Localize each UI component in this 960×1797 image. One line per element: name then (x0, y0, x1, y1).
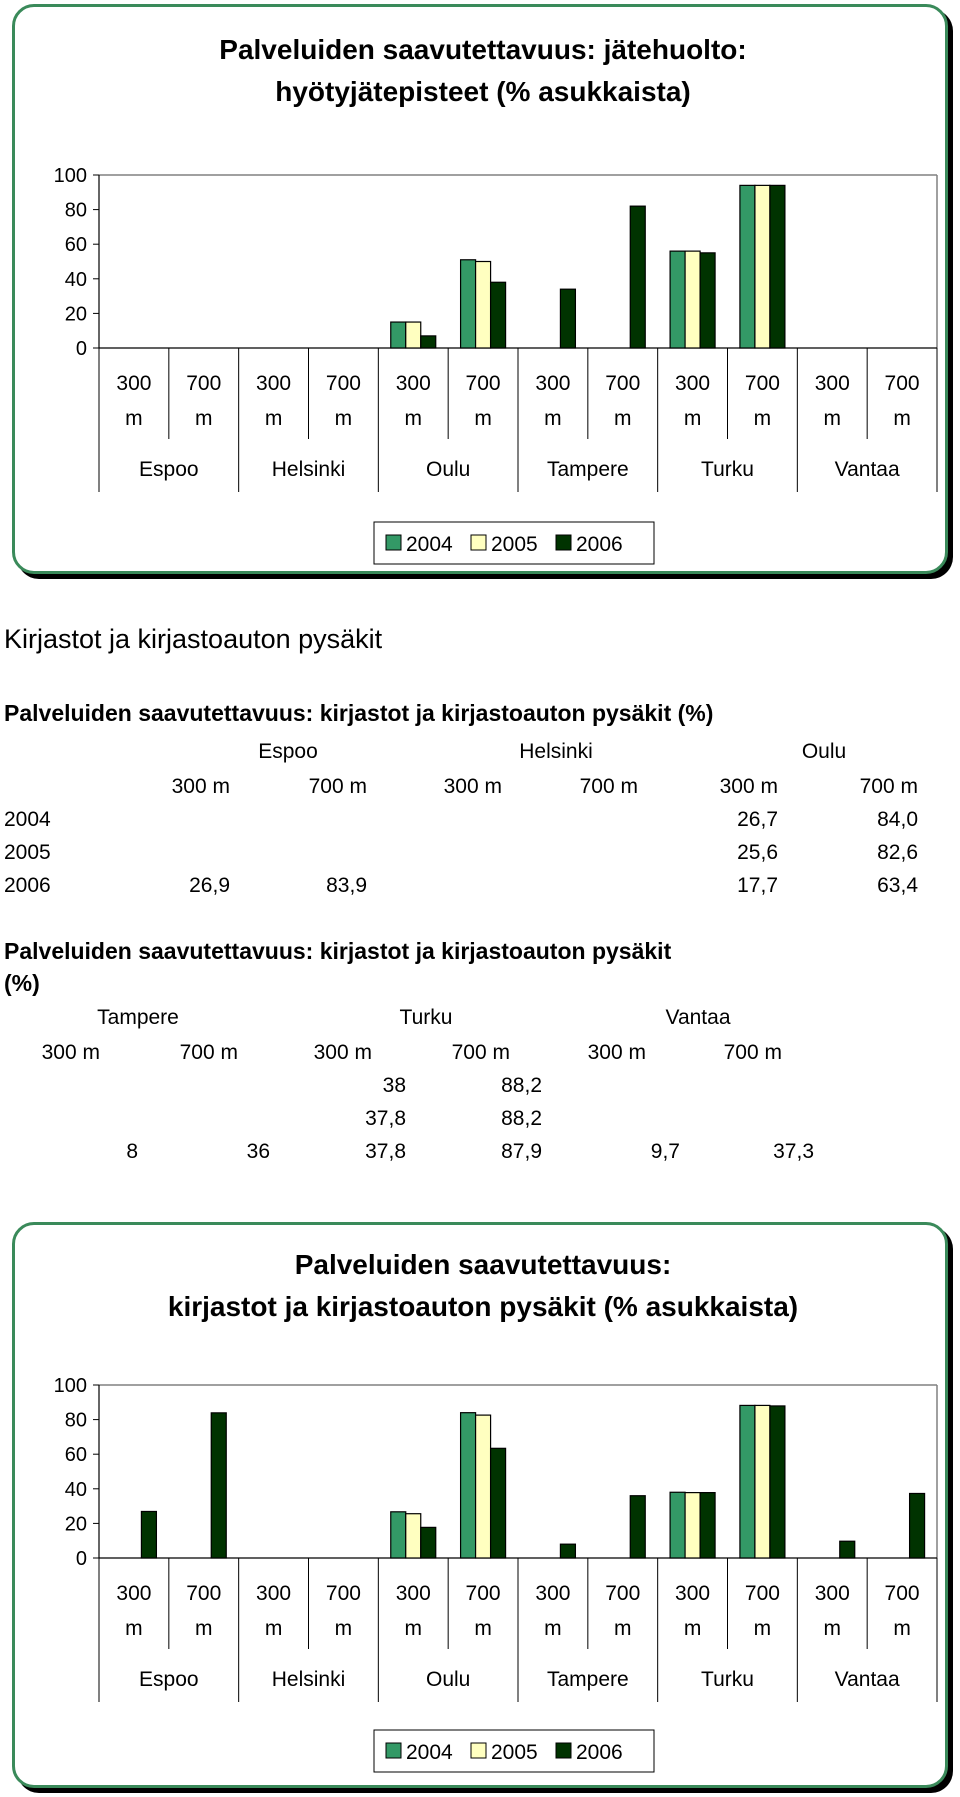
table1-year: 2004 (4, 808, 51, 831)
table2-group-header: Tampere (97, 1006, 179, 1029)
table1-cell: 84,0 (877, 808, 918, 831)
bar-2006 (770, 185, 785, 348)
chart-panel-libraries (12, 1222, 948, 1788)
legend-swatch-2006 (556, 535, 571, 550)
distance-label-unit: m (404, 407, 422, 430)
bar-2006 (421, 1527, 436, 1558)
y-tick-label: 20 (64, 303, 87, 326)
table1-subheader: 700 m (308, 775, 367, 798)
legend-label: 2006 (576, 533, 623, 556)
y-tick-label: 100 (53, 1375, 87, 1397)
group-label: Espoo (139, 1668, 199, 1691)
chart-title-line: kirjastot ja kirjastoauton pysäkit (% asukkaista) (167, 1291, 799, 1322)
bar-2006 (560, 289, 575, 348)
table1-title: Palveluiden saavutettavuus: kirjastot ja kirjastoauton pysäkit (%) (4, 700, 714, 726)
y-tick-label: 20 (64, 1513, 87, 1536)
distance-label-value: 700 (186, 372, 222, 395)
table2-subheader: 700 m (451, 1041, 510, 1064)
y-tick-label: 80 (64, 199, 87, 222)
bar-2006 (770, 1406, 785, 1558)
y-tick-label: 60 (64, 1444, 87, 1467)
chart-waste-points (15, 7, 951, 577)
distance-label-unit: m (264, 1617, 283, 1640)
distance-label-unit: m (753, 407, 772, 430)
table2-subheader: 300 m (587, 1041, 646, 1064)
distance-label-value: 300 (116, 1582, 152, 1605)
distance-label-value: 300 (675, 1582, 711, 1605)
bar-2004 (740, 185, 755, 348)
table2-cell: 37,3 (773, 1140, 814, 1163)
distance-label-value: 700 (465, 1582, 501, 1605)
table2-cell: 88,2 (501, 1107, 542, 1130)
distance-label-value: 700 (325, 372, 361, 395)
bar-2004 (461, 1413, 476, 1558)
bar-2004 (461, 260, 476, 348)
legend-label: 2004 (406, 1741, 453, 1764)
distance-label-unit: m (264, 407, 283, 430)
distance-label-unit: m (334, 1617, 353, 1640)
table1-year: 2005 (4, 841, 51, 864)
bar-2005 (406, 1514, 421, 1558)
table2-subheader: 300 m (313, 1041, 372, 1064)
table2-subheader: 300 m (41, 1041, 100, 1064)
bar-2005 (755, 185, 770, 348)
table1-subheader: 700 m (859, 775, 918, 798)
y-tick-label: 0 (75, 338, 87, 360)
bar-2006 (560, 1544, 575, 1558)
y-tick-label: 40 (64, 1478, 87, 1501)
section-heading: Kirjastot ja kirjastoauton pysäkit (4, 624, 383, 654)
table2-subheader: 700 m (179, 1041, 238, 1064)
table1-subheader: 300 m (443, 775, 502, 798)
group-label: Oulu (425, 458, 471, 481)
bar-2005 (685, 1493, 700, 1558)
y-tick-label: 60 (64, 234, 87, 257)
distance-label-value: 300 (814, 372, 850, 395)
y-tick-label: 80 (64, 1409, 87, 1432)
bar-2005 (476, 262, 491, 349)
distance-label-unit: m (544, 407, 562, 430)
distance-label-unit: m (334, 407, 353, 430)
group-label: Helsinki (271, 1668, 346, 1691)
distance-label-value: 700 (605, 1582, 641, 1605)
distance-label-unit: m (683, 407, 702, 430)
y-tick-label: 40 (64, 268, 87, 291)
bar-2005 (755, 1405, 770, 1558)
distance-label-value: 700 (744, 372, 780, 395)
distance-label-unit: m (544, 1617, 562, 1640)
table2-subheader: 700 m (723, 1041, 782, 1064)
table2-cell: 37,8 (365, 1140, 406, 1163)
chart-title-line: Palveluiden saavutettavuus: (294, 1249, 672, 1280)
legend-swatch-2005 (471, 535, 486, 550)
group-label: Turku (701, 458, 754, 481)
table2-cell: 37,8 (365, 1107, 406, 1130)
bar-2006 (211, 1413, 226, 1558)
bar-2004 (670, 251, 685, 348)
distance-label-unit: m (823, 1617, 841, 1640)
bar-2005 (476, 1415, 491, 1558)
distance-label-value: 300 (116, 372, 152, 395)
legend-swatch-2005 (471, 1743, 486, 1758)
distance-label-value: 700 (744, 1582, 780, 1605)
table1-cell: 82,6 (877, 841, 918, 864)
group-label: Tampere (546, 1668, 629, 1691)
table-libraries-part1 (0, 700, 960, 910)
table1-cell: 83,9 (326, 874, 367, 897)
chart-title-line: hyötyjätepisteet (% asukkaista) (275, 76, 691, 107)
chart-panel-waste (12, 4, 948, 574)
table2-cell: 9,7 (650, 1140, 680, 1163)
bar-2004 (391, 322, 406, 348)
bar-2004 (391, 1512, 406, 1558)
bar-2005 (406, 322, 421, 348)
bar-2006 (700, 1493, 715, 1558)
bar-2006 (630, 206, 645, 348)
table1-group-header: Espoo (258, 740, 318, 763)
distance-label-unit: m (683, 1617, 702, 1640)
bar-2006 (910, 1493, 925, 1558)
bar-2006 (630, 1496, 645, 1558)
legend-label: 2005 (491, 533, 538, 556)
distance-label-unit: m (404, 1617, 422, 1640)
bar-2006 (840, 1541, 855, 1558)
distance-label-unit: m (195, 407, 213, 430)
table2-cell: 88,2 (501, 1074, 542, 1097)
distance-label-unit: m (893, 407, 911, 430)
table1-group-header: Oulu (801, 740, 847, 763)
legend-label: 2004 (406, 533, 453, 556)
bar-2005 (685, 251, 700, 348)
distance-label-unit: m (125, 1617, 143, 1640)
distance-label-value: 300 (256, 372, 292, 395)
distance-label-unit: m (125, 407, 143, 430)
bar-2004 (740, 1405, 755, 1558)
table2-cell: 87,9 (501, 1140, 542, 1163)
table2-group-header: Turku (399, 1006, 453, 1029)
table1-subheader: 300 m (719, 775, 778, 798)
distance-label-value: 300 (535, 372, 571, 395)
table1-cell: 26,7 (737, 808, 778, 831)
distance-label-value: 700 (884, 1582, 920, 1605)
distance-label-value: 700 (884, 372, 920, 395)
table2-cell: 8 (126, 1140, 138, 1163)
distance-label-value: 300 (395, 372, 431, 395)
table1-cell: 63,4 (877, 874, 918, 897)
table1-group-header: Helsinki (519, 740, 593, 763)
legend-label: 2005 (491, 1741, 538, 1764)
group-label: Tampere (546, 458, 629, 481)
bar-2006 (700, 253, 715, 348)
distance-label-unit: m (823, 407, 841, 430)
distance-label-unit: m (195, 1617, 213, 1640)
bar-2006 (491, 1448, 506, 1558)
distance-label-value: 300 (395, 1582, 431, 1605)
bar-2006 (141, 1511, 156, 1558)
legend-swatch-2006 (556, 1743, 571, 1758)
distance-label-unit: m (753, 1617, 772, 1640)
chart-title-line: Palveluiden saavutettavuus: jätehuolto: (219, 34, 747, 65)
distance-label-value: 700 (325, 1582, 361, 1605)
group-label: Turku (701, 1668, 754, 1691)
distance-label-unit: m (614, 1617, 632, 1640)
distance-label-unit: m (474, 407, 492, 430)
bar-2006 (491, 282, 506, 348)
distance-label-unit: m (893, 1617, 911, 1640)
table2-group-header: Vantaa (665, 1006, 731, 1029)
table2-title-line2: (%) (4, 970, 40, 996)
distance-label-value: 300 (535, 1582, 571, 1605)
group-label: Helsinki (271, 458, 346, 481)
distance-label-value: 700 (186, 1582, 222, 1605)
table1-cell: 26,9 (189, 874, 230, 897)
group-label: Vantaa (834, 458, 900, 481)
distance-label-value: 700 (605, 372, 641, 395)
table1-year: 2006 (4, 874, 51, 897)
group-label: Espoo (139, 458, 199, 481)
distance-label-unit: m (614, 407, 632, 430)
table-libraries-part2 (0, 938, 960, 1178)
legend-swatch-2004 (386, 1743, 401, 1758)
distance-label-value: 700 (465, 372, 501, 395)
table2-cell: 36 (246, 1140, 270, 1163)
table2-title-line1: Palveluiden saavutettavuus: kirjastot ja kirjastoauton pysäkit (4, 938, 672, 964)
y-tick-label: 100 (53, 165, 87, 187)
table1-cell: 25,6 (737, 841, 778, 864)
table1-subheader: 300 m (171, 775, 230, 798)
distance-label-value: 300 (814, 1582, 850, 1605)
table1-cell: 17,7 (737, 874, 778, 897)
group-label: Vantaa (834, 1668, 900, 1691)
group-label: Oulu (425, 1668, 471, 1691)
bar-2004 (670, 1492, 685, 1558)
distance-label-unit: m (474, 1617, 492, 1640)
legend-swatch-2004 (386, 535, 401, 550)
table1-subheader: 700 m (579, 775, 638, 798)
legend-label: 2006 (576, 1741, 623, 1764)
chart-libraries (15, 1225, 951, 1791)
bar-2006 (421, 336, 436, 348)
distance-label-value: 300 (256, 1582, 292, 1605)
distance-label-value: 300 (675, 372, 711, 395)
table2-cell: 38 (382, 1074, 406, 1097)
y-tick-label: 0 (75, 1548, 87, 1570)
